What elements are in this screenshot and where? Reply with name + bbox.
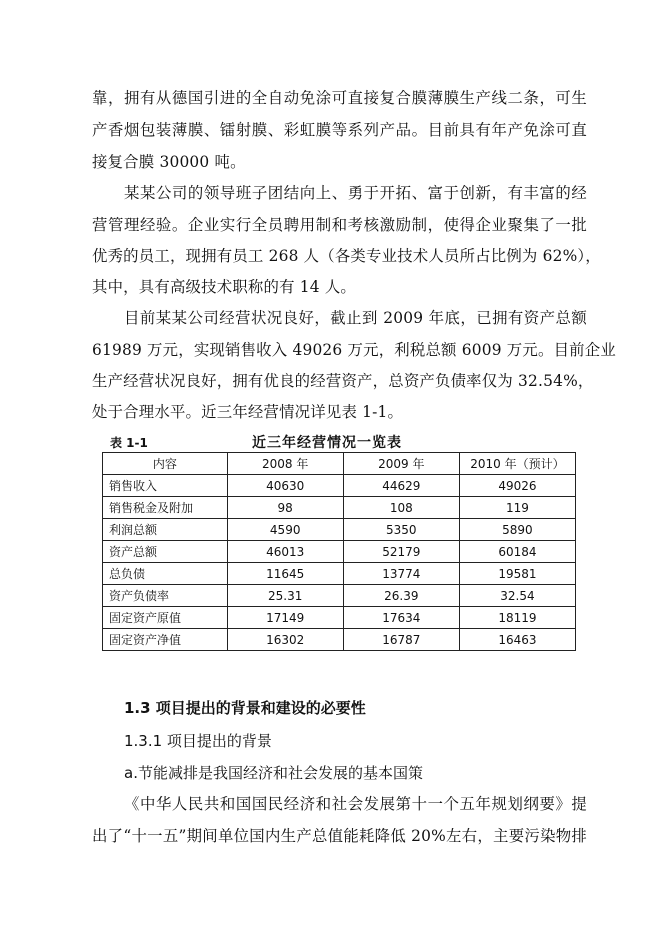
cell-value: 16302 xyxy=(227,629,343,651)
cell-value: 119 xyxy=(459,497,575,519)
cell-value: 17634 xyxy=(343,607,459,629)
row-label: 利润总额 xyxy=(103,519,228,541)
paragraph-2-line-1: 某某公司的领导班子团结向上、勇于开拓、富于创新，有丰富的经 xyxy=(124,184,587,202)
cell-value: 60184 xyxy=(459,541,575,563)
cell-value: 17149 xyxy=(227,607,343,629)
table-row xyxy=(103,519,576,541)
cell-value: 25.31 xyxy=(227,585,343,607)
row-label: 固定资产原值 xyxy=(103,607,228,629)
section-heading: 1.3 项目提出的背景和建设的必要性 xyxy=(124,699,366,717)
cell-value: 18119 xyxy=(459,607,575,629)
cell-value: 5890 xyxy=(459,519,575,541)
cell-value: 98 xyxy=(227,497,343,519)
table-row xyxy=(103,497,576,519)
cell-value: 108 xyxy=(343,497,459,519)
cell-value: 40630 xyxy=(227,475,343,497)
paragraph-4-line-2: 出了“十一五”期间单位国内生产总值能耗降低 20%左右，主要污染物排 xyxy=(92,827,587,845)
cell-value: 4590 xyxy=(227,519,343,541)
table-header-row xyxy=(103,453,576,475)
paragraph-2-line-2: 营管理经验。企业实行全员聘用制和考核激励制，使得企业聚集了一批 xyxy=(92,216,587,234)
cell-value: 5350 xyxy=(343,519,459,541)
table-number: 表 1-1 xyxy=(110,436,148,450)
cell-value: 16463 xyxy=(459,629,575,651)
cell-value: 46013 xyxy=(227,541,343,563)
header-2010: 2010 年（预计） xyxy=(459,453,575,475)
paragraph-1-line-3: 接复合膜 30000 吨。 xyxy=(92,153,246,171)
operations-table xyxy=(102,452,576,651)
cell-value: 11645 xyxy=(227,563,343,585)
table-caption xyxy=(92,432,587,452)
table-row xyxy=(103,585,576,607)
row-label: 销售收入 xyxy=(103,475,228,497)
cell-value: 32.54 xyxy=(459,585,575,607)
cell-value: 26.39 xyxy=(343,585,459,607)
paragraph-3-line-2: 61989 万元，实现销售收入 49026 万元，利税总额 6009 万元。目前企业 xyxy=(92,341,616,359)
paragraph-3-line-4: 处于合理水平。近三年经营情况详见表 1-1。 xyxy=(92,403,404,421)
row-label: 固定资产净值 xyxy=(103,629,228,651)
paragraph-1-line-2: 产香烟包装薄膜、镭射膜、彩虹膜等系列产品。目前具有年产免涂可直 xyxy=(92,121,587,139)
table-row xyxy=(103,475,576,497)
header-content: 内容 xyxy=(103,453,228,475)
paragraph-3-line-3: 生产经营状况良好，拥有优良的经营资产，总资产负债率仅为 32.54%， xyxy=(92,372,594,390)
row-label: 资产负债率 xyxy=(103,585,228,607)
row-label: 资产总额 xyxy=(103,541,228,563)
row-label: 总负债 xyxy=(103,563,228,585)
header-2008: 2008 年 xyxy=(227,453,343,475)
subsection-heading: 1.3.1 项目提出的背景 xyxy=(124,732,272,750)
table-title: 近三年经营情况一览表 xyxy=(252,435,402,451)
header-2009: 2009 年 xyxy=(343,453,459,475)
paragraph-2-line-3: 优秀的员工，现拥有员工 268 人（各类专业技术人员所占比例为 62%）， xyxy=(92,247,601,265)
cell-value: 13774 xyxy=(343,563,459,585)
paragraph-1-line-1: 靠，拥有从德国引进的全自动免涂可直接复合膜薄膜生产线二条，可生 xyxy=(92,89,587,107)
paragraph-3-line-1: 目前某某公司经营状况良好，截止到 2009 年底，已拥有资产总额 xyxy=(124,309,587,327)
paragraph-4-line-1: 《中华人民共和国国民经济和社会发展第十一个五年规划纲要》提 xyxy=(124,795,587,813)
table-row xyxy=(103,541,576,563)
cell-value: 16787 xyxy=(343,629,459,651)
row-label: 销售税金及附加 xyxy=(103,497,228,519)
table-row xyxy=(103,629,576,651)
cell-value: 49026 xyxy=(459,475,575,497)
cell-value: 52179 xyxy=(343,541,459,563)
paragraph-2-line-4: 其中，具有高级技术职称的有 14 人。 xyxy=(92,278,357,296)
table-row xyxy=(103,607,576,629)
table-row xyxy=(103,563,576,585)
item-a-heading: a.节能减排是我国经济和社会发展的基本国策 xyxy=(124,764,423,782)
cell-value: 19581 xyxy=(459,563,575,585)
cell-value: 44629 xyxy=(343,475,459,497)
